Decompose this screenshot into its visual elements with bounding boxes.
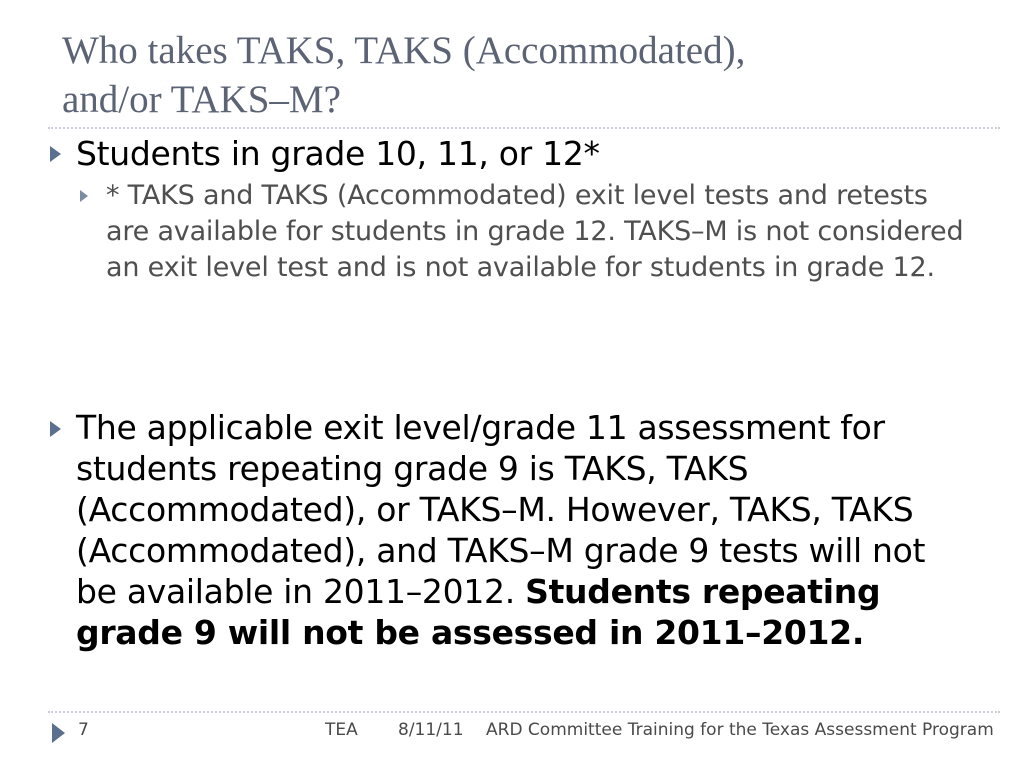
- title-divider: [48, 127, 1000, 129]
- footer-divider: [48, 711, 1000, 713]
- bullet-arrow-icon: [50, 421, 61, 437]
- slide-title: [62, 26, 962, 124]
- title-line-1: Who takes TAKS, TAKS (Accommodated),: [62, 29, 746, 72]
- page-number: 7: [78, 720, 89, 740]
- bullet-grade-9-text: The applicable exit level/grade 11 assessment for students repeating grade 9 is TAKS, TAKS (Accommodated), or TAKS–M. However, TAKS, TAKS (Accommodated), and TAKS–M grade 9 tests will not be available in 2011–2012.: [76, 408, 926, 611]
- sub-bullet-arrow-icon: [80, 190, 88, 202]
- bullet-grade-9-assessment: [76, 407, 976, 653]
- footer-date: 8/11/11: [398, 720, 464, 740]
- footer-arrow-icon: [52, 723, 65, 743]
- bullet-grade-9-emphasis: Students repeating grade 9 will not be assessed in 2011–2012.: [76, 572, 881, 652]
- footer-program: ARD Committee Training for the Texas Assessment Program: [486, 720, 994, 740]
- title-line-2: and/or TAKS–M?: [62, 78, 341, 121]
- bullet-grade-10-12: Students in grade 10, 11, or 12*: [76, 134, 600, 173]
- bullet-arrow-icon: [50, 146, 61, 162]
- sub-bullet-exit-level-note: * TAKS and TAKS (Accommodated) exit level tests and retests are available for students in grade 12. TAKS–M is not considered an exit level test and is not available for students in grade 12.: [106, 180, 964, 283]
- footer-org: TEA: [325, 720, 358, 740]
